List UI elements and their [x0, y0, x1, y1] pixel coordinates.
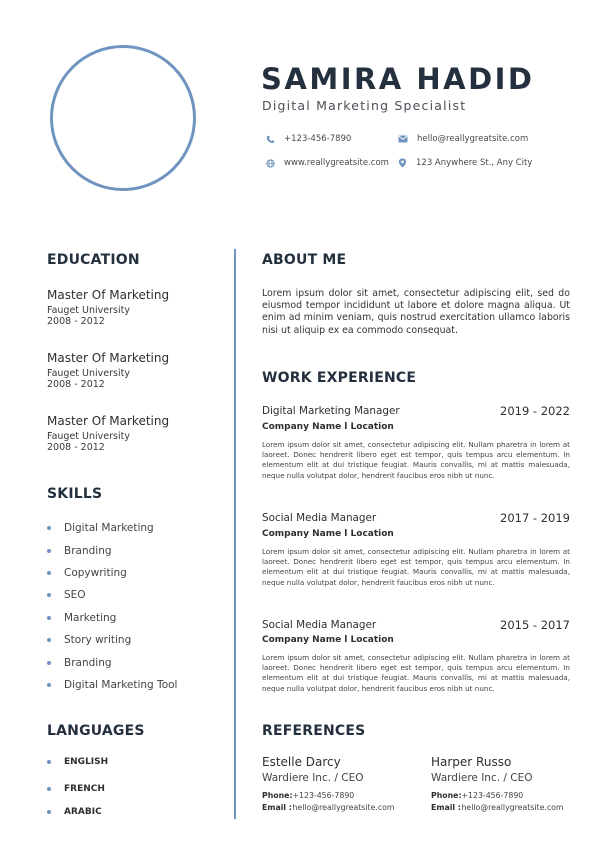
bullet-icon — [47, 616, 51, 620]
reference-phone — [431, 791, 564, 800]
skill-item — [47, 589, 86, 601]
skill-label: Marketing — [64, 612, 117, 624]
bullet-icon — [47, 661, 51, 665]
education-heading: EDUCATION — [47, 252, 140, 268]
bullet-icon — [47, 760, 51, 764]
phone-text: +123-456-7890 — [284, 134, 352, 144]
bullet-icon — [47, 638, 51, 642]
experience-heading: WORK EXPERIENCE — [262, 370, 417, 386]
phone-label: Phone: — [431, 791, 462, 800]
education-item — [47, 414, 169, 453]
education-years: 2008 - 2012 — [47, 379, 105, 390]
job-title: Digital Marketing Specialist — [262, 98, 467, 113]
references-heading: REFERENCES — [262, 723, 366, 739]
profile-photo-frame — [50, 45, 196, 191]
reference-phone — [262, 791, 395, 800]
about-text: Lorem ipsum dolor sit amet, consectetur adipiscing elit, sed do eiusmod tempor incididunt ut labore et dolore magna aliqua. Ut enim ad minim veniam, quis nostrud exercitation ullamco laboris nisi ut aliquip ex ea commodo consequat. — [262, 288, 570, 336]
email-label: Email : — [262, 803, 292, 812]
skill-item — [47, 657, 112, 669]
bullet-icon — [47, 526, 51, 530]
language-item — [47, 757, 108, 767]
column-divider — [234, 249, 236, 819]
location-pin-icon — [398, 158, 407, 168]
job-years: 2017 - 2019 — [500, 511, 570, 525]
language-label: FRENCH — [64, 784, 105, 794]
contact-website — [266, 158, 389, 168]
bullet-icon — [47, 810, 51, 814]
job-description: Lorem ipsum dolor sit amet, consectetur adipiscing elit. Nullam pharetra in lorem at laoreet. Donec hendrerit libero eget est tempor, quis tempus arcu elementum. In elementum elit at dui tristique feugiat. Mauris convallis, mi at mattis malesuada, neque nulla volutpat dolor, hendrerit faucibus eros nibh ut nunc. — [262, 440, 570, 480]
website-text: www.reallygreatsite.com — [284, 158, 389, 168]
job-company: Company Name l Location — [262, 422, 394, 432]
job-company: Company Name l Location — [262, 635, 394, 645]
education-years: 2008 - 2012 — [47, 442, 105, 453]
skill-item — [47, 634, 131, 646]
skill-item — [47, 612, 116, 624]
reference-phone-value: +123-456-7890 — [292, 791, 355, 800]
skill-label: Digital Marketing — [64, 522, 154, 534]
reference-email — [262, 803, 395, 812]
skill-label: Branding — [64, 657, 112, 669]
language-label: ARABIC — [64, 807, 102, 817]
skill-label: Branding — [64, 545, 112, 557]
job-role: Social Media Manager — [262, 512, 377, 524]
email-text: hello@reallygreatsite.com — [417, 134, 529, 144]
skill-item — [47, 545, 112, 557]
reference-name: Harper Russo — [431, 755, 512, 769]
education-degree: Master Of Marketing — [47, 288, 170, 302]
job-description: Lorem ipsum dolor sit amet, consectetur adipiscing elit. Nullam pharetra in lorem at laoreet. Donec hendrerit libero eget est tempor, quis tempus arcu elementum. In elementum elit at dui tristique feugiat. Mauris convallis, mi at mattis malesuada, neque nulla volutpat dolor, hendrerit faucibus eros nibh ut nunc. — [262, 653, 570, 693]
reference-card — [431, 755, 564, 812]
full-name: SAMIRA HADID — [261, 62, 535, 96]
reference-email-value: hello@reallygreatsite.com — [461, 803, 564, 812]
job-role: Digital Marketing Manager — [262, 405, 400, 417]
education-years: 2008 - 2012 — [47, 316, 105, 327]
skill-label: Copywriting — [64, 567, 127, 579]
reference-card — [262, 755, 395, 812]
about-heading: ABOUT ME — [262, 252, 347, 268]
phone-label: Phone: — [262, 791, 293, 800]
education-degree: Master Of Marketing — [47, 351, 170, 365]
contact-address — [398, 158, 532, 168]
envelope-icon — [398, 135, 408, 143]
job-role: Social Media Manager — [262, 619, 377, 631]
language-label: ENGLISH — [64, 757, 109, 767]
contact-email — [398, 134, 528, 144]
globe-icon — [266, 159, 275, 168]
address-text: 123 Anywhere St., Any City — [416, 158, 533, 168]
job-company: Company Name l Location — [262, 529, 394, 539]
language-item — [47, 807, 102, 817]
skill-label: Story writing — [64, 634, 132, 646]
language-item — [47, 784, 105, 794]
languages-heading: LANGUAGES — [47, 723, 145, 739]
education-item — [47, 288, 169, 327]
skills-heading: SKILLS — [47, 486, 103, 502]
reference-name: Estelle Darcy — [262, 755, 341, 769]
education-school: Fauget University — [47, 431, 130, 442]
email-label: Email : — [431, 803, 461, 812]
bullet-icon — [47, 683, 51, 687]
job-years: 2019 - 2022 — [500, 404, 570, 418]
reference-role: Wardiere Inc. / CEO — [431, 772, 533, 784]
reference-phone-value: +123-456-7890 — [461, 791, 524, 800]
reference-role: Wardiere Inc. / CEO — [262, 772, 364, 784]
job-description: Lorem ipsum dolor sit amet, consectetur adipiscing elit. Nullam pharetra in lorem at laoreet. Donec hendrerit libero eget est tempor, quis tempus arcu elementum. In elementum elit at dui tristique feugiat. Mauris convallis, mi at mattis malesuada, neque nulla volutpat dolor, hendrerit faucibus eros nibh ut nunc. — [262, 547, 570, 587]
reference-email — [431, 803, 564, 812]
skill-label: SEO — [64, 589, 86, 601]
education-school: Fauget University — [47, 368, 130, 379]
education-item — [47, 351, 169, 390]
contact-phone — [266, 134, 351, 144]
skill-item — [47, 679, 177, 691]
phone-icon — [266, 135, 275, 144]
skill-item — [47, 522, 154, 534]
skill-item — [47, 567, 127, 579]
bullet-icon — [47, 571, 51, 575]
education-degree: Master Of Marketing — [47, 414, 170, 428]
skill-label: Digital Marketing Tool — [64, 679, 178, 691]
bullet-icon — [47, 549, 51, 553]
education-school: Fauget University — [47, 305, 130, 316]
bullet-icon — [47, 593, 51, 597]
job-years: 2015 - 2017 — [500, 618, 570, 632]
reference-email-value: hello@reallygreatsite.com — [292, 803, 395, 812]
bullet-icon — [47, 787, 51, 791]
